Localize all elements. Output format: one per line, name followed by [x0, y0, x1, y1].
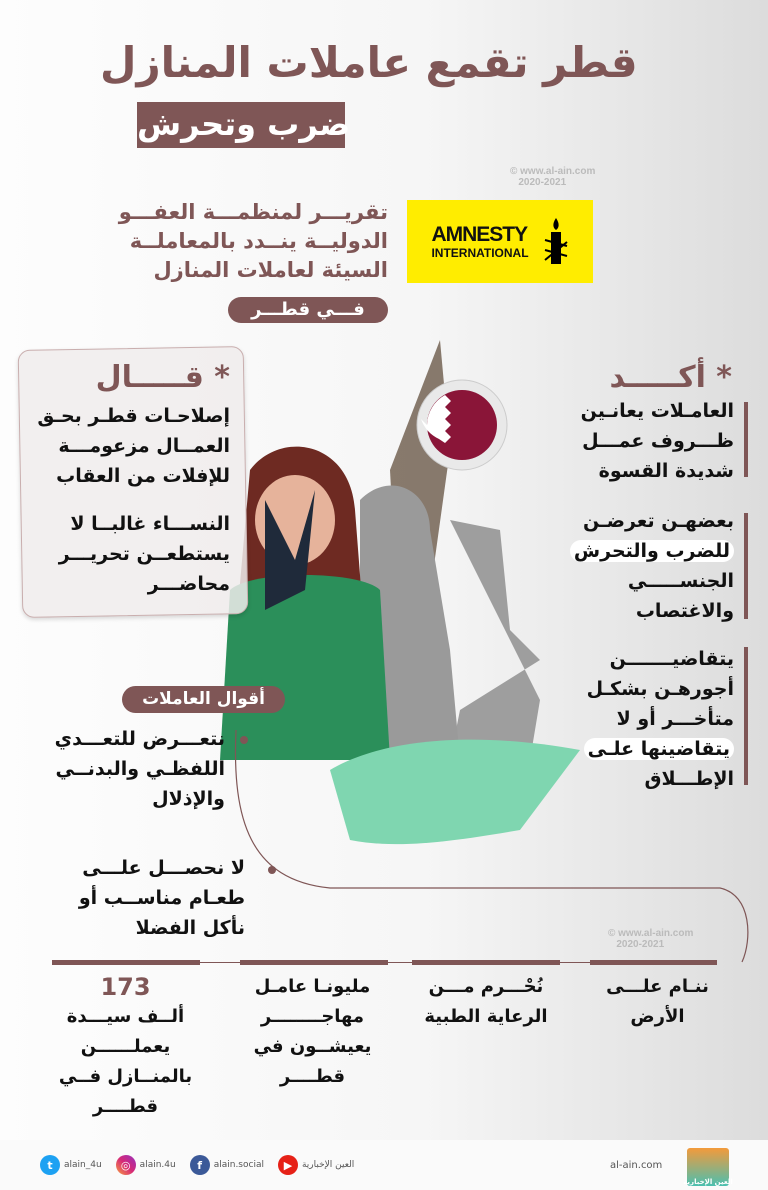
footer — [0, 1140, 768, 1190]
quote-line: اللفظـي والبدنــي — [55, 758, 225, 780]
confirmed-line: شديدة القسوة — [598, 460, 734, 482]
youtube-handle: العين الإخبارية — [301, 1160, 355, 1170]
watermark: © www.al-ain.com 2020-2021 — [608, 928, 694, 950]
confirmed-line: بعضهـن تعرضـن — [583, 510, 734, 532]
bottom-line: مليونـا عامـل — [254, 976, 371, 997]
report-line: الدوليــة ينــدد بالمعاملــة — [129, 229, 388, 253]
quote-line: والإذلال — [152, 788, 225, 810]
bottom-line: بالمنــازل فــي — [58, 1066, 193, 1087]
divider-segment — [52, 960, 200, 965]
said-heading: * قـــــال — [95, 360, 230, 395]
confirmed-line: أجورهـن بشكـل — [586, 678, 734, 700]
in-qatar-label: فـــي قطـــر — [228, 297, 388, 323]
bottom-item-floor — [590, 972, 725, 1032]
confirmed-line: متأخـــر أو لا — [616, 708, 734, 730]
bottom-line: ألــف سيـــدة — [66, 1006, 185, 1027]
bottom-item-migrants — [235, 972, 390, 1092]
confirmed-line: الإطـــلاق — [644, 768, 734, 790]
confirmed-heading: * أكـــــد — [609, 360, 732, 395]
watermark-site: www.al-ain.com — [520, 166, 596, 177]
bottom-line: مهاجــــــــر — [260, 1006, 365, 1027]
youtube-icon: ▶ — [278, 1155, 298, 1175]
twitter-link[interactable] — [40, 1155, 102, 1175]
site-link[interactable]: al-ain.com — [610, 1160, 663, 1171]
bottom-line: يعملــــــن — [80, 1036, 171, 1057]
watermark-years: 2020-2021 — [518, 177, 567, 188]
bottom-line: الأرض — [630, 1006, 685, 1027]
quote-line: طعـام مناســب أو — [78, 887, 245, 909]
quote-1 — [20, 724, 225, 814]
bottom-line: الرعاية الطبية — [424, 1006, 548, 1027]
bottom-item-medical — [412, 972, 560, 1032]
bottom-item-173 — [48, 972, 203, 1122]
said-line: يستطعــن تحريـــر — [58, 543, 230, 565]
twitter-handle: alain_4u — [64, 1160, 102, 1170]
bottom-line: نُحْـــرم مـــن — [428, 976, 544, 997]
bottom-line: قطــــر — [92, 1096, 159, 1117]
confirmed-line: يتقاضينها علـى — [584, 738, 734, 760]
quote-line: نتعـــرض للتعـــدي — [54, 728, 225, 750]
divider-segment — [590, 960, 717, 965]
facebook-link[interactable] — [190, 1155, 264, 1175]
quotes-heading: أقوال العاملات — [122, 686, 285, 713]
confirmed-line: والاغتصاب — [635, 600, 734, 622]
youtube-link[interactable] — [278, 1155, 354, 1175]
confirmed-line: العامـلات يعانـين — [580, 400, 734, 422]
quote-2 — [40, 853, 245, 943]
amnesty-line1: AMNESTY — [431, 222, 528, 246]
al-ain-logo — [683, 1148, 733, 1186]
quote-line: لا نحصـــل علـــى — [82, 857, 245, 879]
report-line: السيئة لعاملات المنازل — [153, 258, 388, 282]
instagram-handle: alain.4u — [139, 1160, 176, 1170]
social-links — [40, 1155, 354, 1175]
amnesty-line2: INTERNATIONAL — [431, 245, 529, 260]
said-line: إصلاحـات قطـر بحـق — [37, 405, 230, 427]
said-line: للإفلات من العقاب — [56, 465, 230, 487]
watermark: © www.al-ain.com 2020-2021 — [510, 166, 596, 188]
stat-number: 173 — [100, 973, 151, 1001]
bottom-line: يعيشــون في — [253, 1036, 372, 1057]
facebook-handle: alain.social — [213, 1160, 264, 1170]
said-line: النســـاء غالبــا لا — [70, 513, 230, 535]
said-line: محاضـــر — [147, 573, 230, 595]
confirmed-line: ظـــروف عمـــل — [582, 430, 734, 452]
quote-line: نأكل الفضلا — [135, 917, 245, 939]
page-title: قطر تقمع عاملات المنازل — [100, 38, 638, 87]
divider-segment — [240, 960, 388, 965]
logo-text: العين الإخبارية — [683, 1178, 733, 1186]
confirmed-line: للضرب والتحرش — [570, 540, 734, 562]
instagram-link[interactable] — [116, 1155, 176, 1175]
bottom-line: ننـام علـــى — [606, 976, 709, 997]
confirmed-line: الجنســـــي — [627, 570, 734, 592]
instagram-icon: ◎ — [116, 1155, 136, 1175]
bottom-line: قطــــر — [279, 1066, 346, 1087]
said-line: العمــال مزعومـــة — [58, 435, 230, 457]
facebook-icon: f — [190, 1155, 210, 1175]
page-subtitle: ضرب وتحرش — [137, 102, 345, 148]
watermark-site: www.al-ain.com — [618, 928, 694, 939]
divider-segment — [412, 960, 560, 965]
report-line: تقريـــر لمنظمـــة العفـــو — [118, 200, 388, 224]
watermark-years: 2020-2021 — [616, 939, 665, 950]
twitter-icon: t — [40, 1155, 60, 1175]
confirmed-line: يتقاضيـــــــن — [609, 648, 734, 670]
